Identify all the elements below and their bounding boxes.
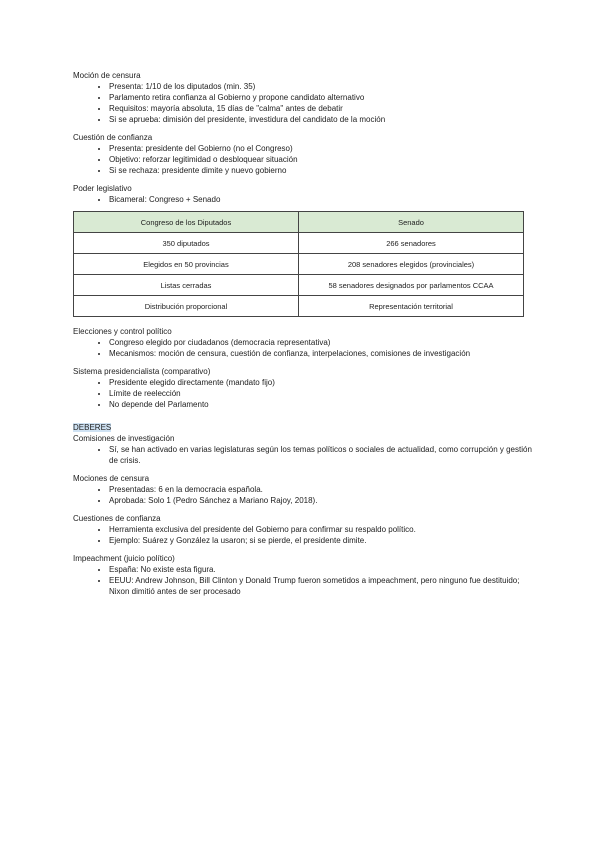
table-cell: Elegidos en 50 provincias xyxy=(74,254,299,275)
column-header: Senado xyxy=(299,212,524,233)
list-item: • Presentadas: 6 en la democracia española. xyxy=(109,484,533,495)
list-item: • España: No existe esta figura. xyxy=(109,564,533,575)
section-heading: Moción de censura xyxy=(73,71,141,80)
bullet-list xyxy=(73,564,533,597)
section-poder-legislativo xyxy=(73,183,533,205)
section-heading: Cuestiones de confianza xyxy=(73,514,161,523)
section-elecciones-control xyxy=(73,326,533,359)
deberes-heading-row xyxy=(73,422,533,433)
table-row xyxy=(74,254,524,275)
table-row xyxy=(74,296,524,317)
table-cell: 208 senadores elegidos (provinciales) xyxy=(299,254,524,275)
list-item: • Si se rechaza: presidente dimite y nuevo gobierno xyxy=(109,165,533,176)
list-item: • Mecanismos: moción de censura, cuestión de confianza, interpelaciones, comisiones de investigación xyxy=(109,348,533,359)
list-item: • Herramienta exclusiva del presidente del Gobierno para confirmar su respaldo político. xyxy=(109,524,533,535)
list-item: • Límite de reelección xyxy=(109,388,533,399)
bullet-list xyxy=(73,81,533,125)
section-heading: Elecciones y control político xyxy=(73,327,172,336)
section-heading: Poder legislativo xyxy=(73,184,132,193)
document-page xyxy=(73,70,533,604)
table-cell: 266 senadores xyxy=(299,233,524,254)
column-header: Congreso de los Diputados xyxy=(74,212,299,233)
list-item: • Ejemplo: Suárez y González la usaron; si se pierde, el presidente dimite. xyxy=(109,535,533,546)
section-mocion-censura xyxy=(73,70,533,125)
section-comisiones-investigacion xyxy=(73,433,533,466)
list-item: • Sí, se han activado en varias legislaturas según los temas políticos o sociales de actualidad, como corrupción y gestión de crisis. xyxy=(109,444,533,466)
list-item: • Presenta: presidente del Gobierno (no el Congreso) xyxy=(109,143,533,154)
table-row xyxy=(74,233,524,254)
table-cell: Listas cerradas xyxy=(74,275,299,296)
bullet-list xyxy=(73,337,533,359)
deberes-heading: DEBERES xyxy=(73,423,112,432)
list-item: • Objetivo: reforzar legitimidad o desbloquear situación xyxy=(109,154,533,165)
section-heading: Sistema presidencialista (comparativo) xyxy=(73,367,211,376)
list-item: • Aprobada: Solo 1 (Pedro Sánchez a Mariano Rajoy, 2018). xyxy=(109,495,533,506)
table-row xyxy=(74,275,524,296)
list-item: • Congreso elegido por ciudadanos (democracia representativa) xyxy=(109,337,533,348)
table-cell: Distribución proporcional xyxy=(74,296,299,317)
table-header-row xyxy=(74,212,524,233)
list-item: • Presenta: 1/10 de los diputados (min. 35) xyxy=(109,81,533,92)
table-cell: 350 diputados xyxy=(74,233,299,254)
section-cuestion-confianza xyxy=(73,132,533,176)
section-heading: Cuestión de confianza xyxy=(73,133,153,142)
section-sistema-presidencialista xyxy=(73,366,533,410)
bullet-list xyxy=(73,143,533,176)
section-heading: Mociones de censura xyxy=(73,474,150,483)
table-cell: Representación territorial xyxy=(299,296,524,317)
bullet-list xyxy=(73,377,533,410)
bullet-list xyxy=(73,444,533,466)
bullet-list xyxy=(73,484,533,506)
list-item: • Presidente elegido directamente (mandato fijo) xyxy=(109,377,533,388)
section-mociones-censura xyxy=(73,473,533,506)
section-heading: Impeachment (juicio político) xyxy=(73,554,175,563)
comparison-table xyxy=(73,211,524,317)
list-item: • EEUU: Andrew Johnson, Bill Clinton y Donald Trump fueron sometidos a impeachment, pero ninguno fue destituido; Nixon dimitió antes de ser procesado xyxy=(109,575,533,597)
list-item: • Requisitos: mayoría absoluta, 15 días de "calma" antes de debatir xyxy=(109,103,533,114)
list-item: • No depende del Parlamento xyxy=(109,399,533,410)
bullet-list xyxy=(73,524,533,546)
list-item: • Si se aprueba: dimisión del presidente, investidura del candidato de la moción xyxy=(109,114,533,125)
section-cuestiones-confianza xyxy=(73,513,533,546)
list-item: • Parlamento retira confianza al Gobierno y propone candidato alternativo xyxy=(109,92,533,103)
section-heading: Comisiones de investigación xyxy=(73,434,175,443)
section-impeachment xyxy=(73,553,533,597)
table-cell: 58 senadores designados por parlamentos CCAA xyxy=(299,275,524,296)
bullet-list xyxy=(73,194,533,205)
list-item: • Bicameral: Congreso + Senado xyxy=(109,194,533,205)
